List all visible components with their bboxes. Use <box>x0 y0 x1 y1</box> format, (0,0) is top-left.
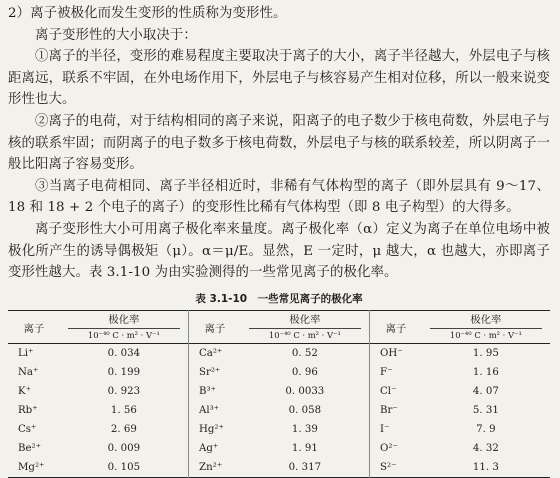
table-row <box>8 401 550 420</box>
value-cell: 11. 3 <box>472 461 499 473</box>
header-divider <box>68 328 180 329</box>
ion-cell: OH⁻ <box>370 343 422 363</box>
paragraph-6: 离子变形性大小可用离子极化率来量度。离子极化率（α）定义为离子在单位电场中被极化所产生的诱导偶极矩（μ）。α＝μ/E。显然，E 一定时，μ 越大，α 也越大，亦即离子变形性越大。表 3.1-10 为由实验测得的一些常见离子的极化率。 <box>8 221 550 281</box>
value-cell: 0. 0033 <box>285 385 325 397</box>
polarizability-header <box>241 310 370 343</box>
value-cell: 0. 96 <box>291 366 318 378</box>
ion-cell: Rb⁺ <box>18 404 38 416</box>
value-cell: 0. 52 <box>291 347 318 359</box>
value-cell: 1. 91 <box>291 442 318 454</box>
polarizability-unit: 10⁻⁴⁰ C · m² · V⁻¹ <box>268 329 341 340</box>
paragraph-5: ③当离子电荷相同、离子半径相近时，非稀有气体构型的离子（即外层具有 9～17、18 和 18 + 2 个电子的离子）的变形性比稀有气体构型（即 8 电子构型）的大得多。 <box>8 178 550 216</box>
polarizability-label: 极化率 <box>108 313 140 326</box>
table-header-row <box>8 310 550 343</box>
ion-cell: I⁻ <box>370 420 422 439</box>
value-cell: 0. 199 <box>107 366 141 378</box>
polarizability-label: 极化率 <box>289 313 321 326</box>
ion-cell: O²⁻ <box>370 439 422 458</box>
header-divider <box>430 328 542 329</box>
ion-cell: Sr²⁺ <box>188 363 240 382</box>
polarizability-table <box>8 310 550 478</box>
paragraph-1: 2）离子被极化而发生变形的性质称为变形性。 <box>8 6 287 21</box>
value-cell: 0. 105 <box>107 461 141 473</box>
paragraph-4: ②离子的电荷，对于结构相同的离子来说，阳离子的电子数少于核电荷数，外层电子与核的联系牢固；而阴离子的电子数多于核电荷数，外层电子与核的联系较差，所以阴离子一般比阳离子容易变形。 <box>8 113 550 173</box>
ion-cell: Br⁻ <box>370 401 422 420</box>
paragraph-2: 离子变形性的大小取决于： <box>35 27 197 43</box>
value-cell: 1. 39 <box>291 423 318 435</box>
value-cell: 1. 16 <box>472 366 499 378</box>
value-cell: 0. 317 <box>288 461 322 473</box>
ion-header: 离子 <box>23 322 45 335</box>
table-row <box>8 420 550 439</box>
ion-cell: K⁺ <box>18 385 31 397</box>
ion-cell: F⁻ <box>370 363 422 382</box>
ion-cell: Hg²⁺ <box>188 420 240 439</box>
table-row <box>8 458 550 478</box>
table-row <box>8 363 550 382</box>
ion-cell: Ca²⁺ <box>188 343 240 363</box>
ion-cell: Al³⁺ <box>188 401 240 420</box>
ion-cell: Ag⁺ <box>188 439 240 458</box>
value-cell: 1. 95 <box>472 347 499 359</box>
ion-cell: Mg²⁺ <box>18 461 45 473</box>
value-cell: 0. 058 <box>288 404 322 416</box>
table-caption: 表 3.1-10 一些常见离子的极化率 <box>195 292 363 305</box>
value-cell: 4. 07 <box>472 385 499 397</box>
ion-cell: Be²⁺ <box>18 442 41 454</box>
polarizability-label: 极化率 <box>470 313 502 326</box>
paragraph-3: ①离子的半径，变形的难易程度主要取决于离子的大小，离子半径越大，外层电子与核距离远，联系不牢固，在外电场作用下，外层电子与核容易产生相对位移，所以一般来说变形性也大。 <box>8 49 550 108</box>
polarizability-unit: 10⁻⁴⁰ C · m² · V⁻¹ <box>449 329 522 340</box>
ion-header: 离子 <box>188 310 240 343</box>
polarizability-unit: 10⁻⁴⁰ C · m² · V⁻¹ <box>87 329 160 340</box>
ion-header: 离子 <box>370 310 422 343</box>
polarizability-header <box>422 310 550 343</box>
ion-cell: Cl⁻ <box>370 382 422 401</box>
value-cell: 0. 034 <box>107 347 141 359</box>
value-cell: 4. 32 <box>472 442 499 454</box>
value-cell: 0. 923 <box>107 385 141 397</box>
header-divider <box>249 328 361 329</box>
value-cell: 1. 56 <box>110 404 137 416</box>
polarizability-header <box>60 310 189 343</box>
ion-cell: B³⁺ <box>188 382 240 401</box>
ion-cell: Li⁺ <box>18 347 34 359</box>
value-cell: 5. 31 <box>472 404 499 416</box>
ion-cell: Zn²⁺ <box>188 458 240 478</box>
table-row <box>8 343 550 363</box>
ion-cell: Cs⁺ <box>18 423 37 435</box>
value-cell: 7. 9 <box>476 423 496 435</box>
value-cell: 0. 009 <box>107 442 141 454</box>
ion-cell: Na⁺ <box>18 366 39 378</box>
table-row <box>8 382 550 401</box>
value-cell: 2. 69 <box>110 423 137 435</box>
table-row <box>8 439 550 458</box>
ion-cell: S²⁻ <box>370 458 422 478</box>
